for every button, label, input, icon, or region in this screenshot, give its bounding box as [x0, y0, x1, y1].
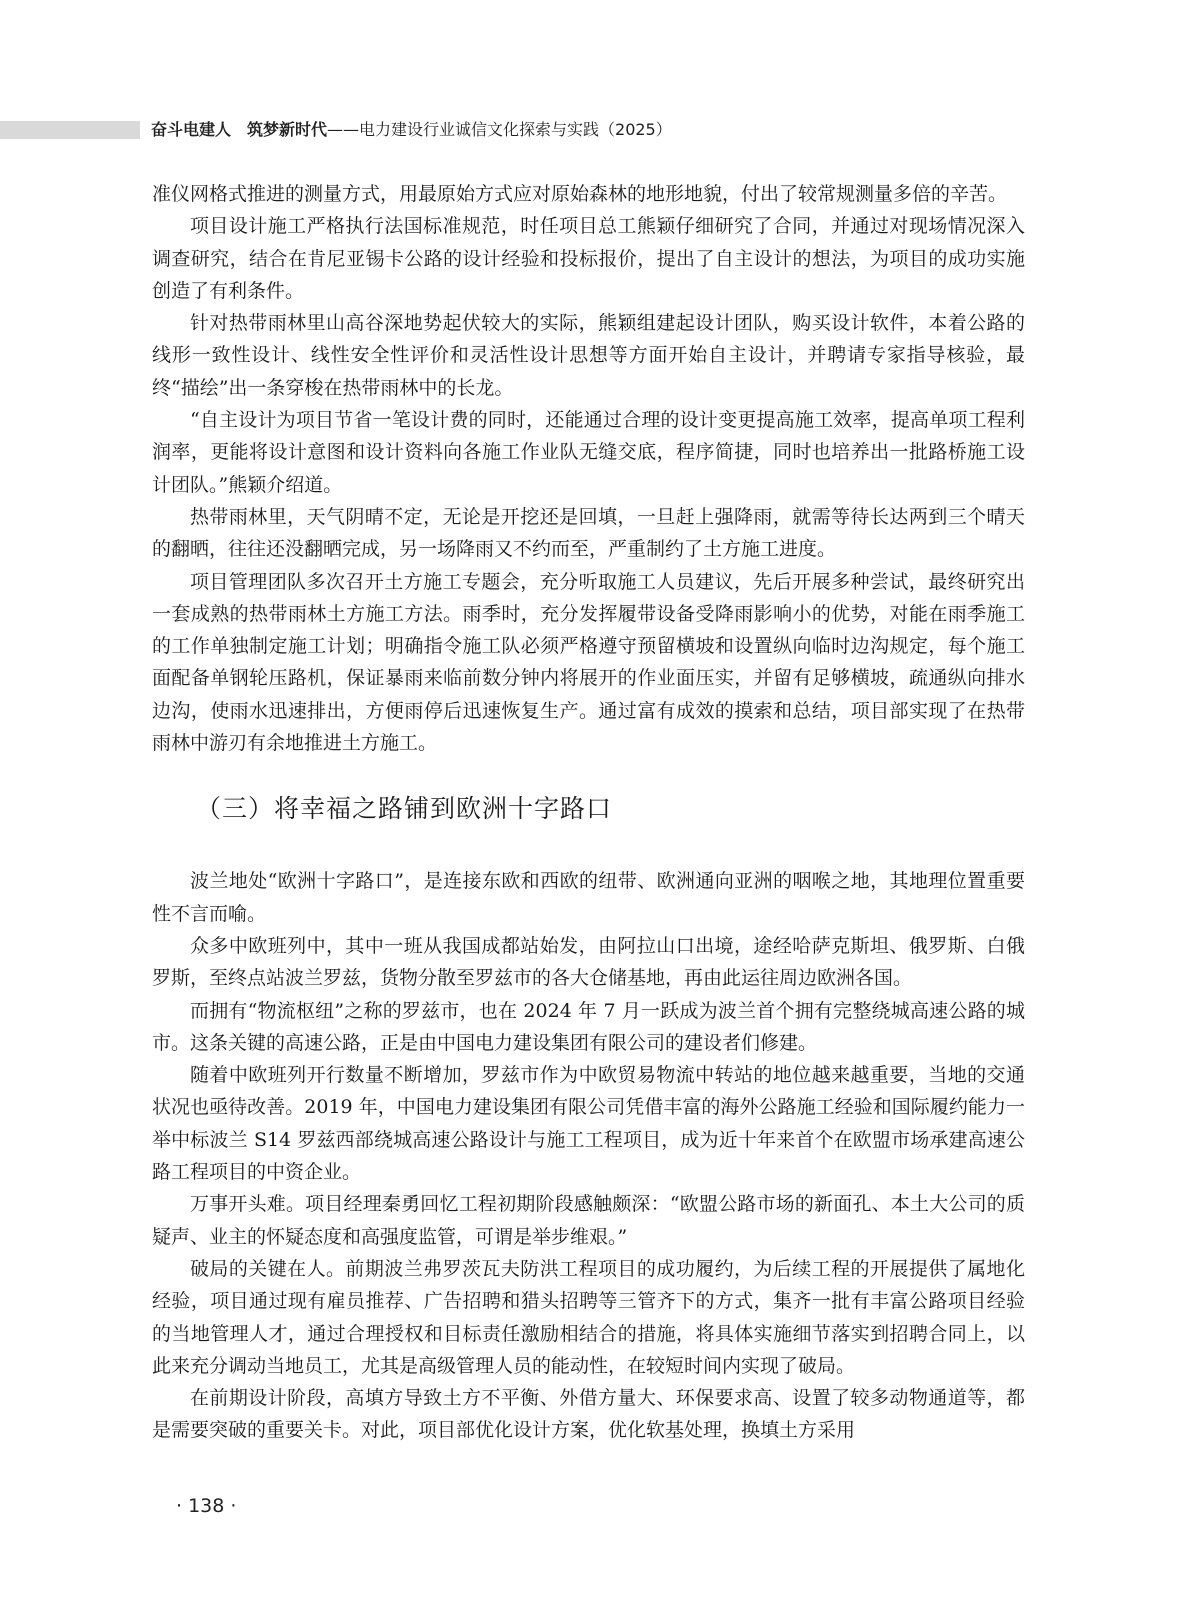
page-number: · 138 ·	[176, 1495, 237, 1517]
paragraph: 热带雨林里，天气阴晴不定，无论是开挖还是回填，一旦赶上强降雨，就需等待长达两到三个晴天的翻晒，往往还没翻晒完成，另一场降雨又不约而至，严重制约了土方施工进度。	[152, 505, 1025, 561]
paragraph: 项目管理团队多次召开土方施工专题会，充分听取施工人员建议，先后开展多种尝试，最终研究出一套成熟的热带雨林土方施工方法。雨季时，充分发挥履带设备受降雨影响小的优势，对能在雨季施工的工作单独制定施工计划；明确指令施工队必须严格遵守预留横坡和设置纵向临时边沟规定，每个施工面配备单钢轮压路机，保证暴雨来临前数分钟内将展开的作业面压实，并留有足够横坡，疏通纵向排水边沟，使雨水迅速排出，方便雨停后迅速恢复生产。通过富有成效的摸索和总结，项目部实现了在热带雨林中游刃有余地推进土方施工。	[152, 570, 1025, 755]
header-title-bold: 奋斗电建人 筑梦新时代	[151, 120, 328, 139]
paragraph: 众多中欧班列中，其中一班从我国成都站始发，由阿拉山口出境，途经哈萨克斯坦、俄罗斯、白俄罗斯，至终点站波兰罗兹，货物分散至罗兹市的各大仓储基地，再由此运往周边欧洲各国。	[152, 934, 1025, 990]
paragraph: 破局的关键在人。前期波兰弗罗茨瓦夫防洪工程项目的成功履约，为后续工程的开展提供了属地化经验，项目通过现有雇员推荐、广告招聘和猎头招聘等三管齐下的方式，集齐一批有丰富公路项目经验的当地管理人才，通过合理授权和目标责任激励相结合的措施，将具体实施细节落实到招聘合同上，以此来充分调动当地员工，尤其是高级管理人员的能动性，在较短时间内实现了破局。	[152, 1257, 1025, 1377]
header-title-rest: ——电力建设行业诚信文化探索与实践（2025）	[327, 120, 672, 139]
header-gray-bar	[0, 121, 140, 139]
paragraph: 项目设计施工严格执行法国标准规范，时任项目总工熊颖仔细研究了合同，并通过对现场情况深入调查研究，结合在肯尼亚锡卡公路的设计经验和投标报价，提出了自主设计的想法，为项目的成功实施创造了有利条件。	[152, 215, 1025, 302]
main-text	[152, 178, 1025, 1447]
paragraph: 波兰地处“欧洲十字路口”，是连接东欧和西欧的纽带、欧洲通向亚洲的咽喉之地，其地理位置重要性不言而喻。	[152, 870, 1025, 925]
section-heading: （三）将幸福之路铺到欧洲十字路口	[196, 794, 613, 824]
paragraph: 而拥有“物流枢纽”之称的罗兹市，也在 2024 年 7 月一跃成为波兰首个拥有完整绕城高速公路的城市。这条关键的高速公路，正是由中国电力建设集团有限公司的建设者们修建。	[152, 999, 1025, 1054]
paragraph-continued: 准仪网格式推进的测量方式，用最原始方式应对原始森林的地形地貌，付出了较常规测量多倍的辛苦。	[152, 183, 1008, 205]
paragraph: 针对热带雨林里山高谷深地势起伏较大的实际，熊颖组建起设计团队，购买设计软件，本着公路的线形一致性设计、线性安全性评价和灵活性设计思想等方面开始自主设计，并聘请专家指导核验，最终“描绘”出一条穿梭在热带雨林中的长龙。	[152, 312, 1025, 399]
header-title	[151, 118, 672, 142]
paragraph: 万事开头难。项目经理秦勇回忆工程初期阶段感触颇深：“欧盟公路市场的新面孔、本土大公司的质疑声、业主的怀疑态度和高强度监管，可谓是举步维艰。”	[152, 1193, 1025, 1248]
paragraph: 随着中欧班列开行数量不断增加，罗兹市作为中欧贸易物流中转站的地位越来越重要，当地的交通状况也亟待改善。2019 年，中国电力建设集团有限公司凭借丰富的海外公路施工经验和国际履约能力一举中标波兰 S14 罗兹西部绕城高速公路设计与施工工程项目，成为近十年来首个在欧盟市场承建高速公路工程项目的中资企业。	[152, 1064, 1025, 1184]
paragraph: “自主设计为项目节省一笔设计费的同时，还能通过合理的设计变更提高施工效率，提高单项工程利润率，更能将设计意图和设计资料向各施工作业队无缝交底，程序简捷，同时也培养出一批路桥施工设计团队。”熊颖介绍道。	[152, 409, 1025, 496]
paragraph: 在前期设计阶段，高填方导致土方不平衡、外借方量大、环保要求高、设置了较多动物通道等，都是需要突破的重要关卡。对此，项目部优化设计方案，优化软基处理，换填土方采用	[152, 1387, 1025, 1442]
running-header	[0, 118, 1200, 142]
